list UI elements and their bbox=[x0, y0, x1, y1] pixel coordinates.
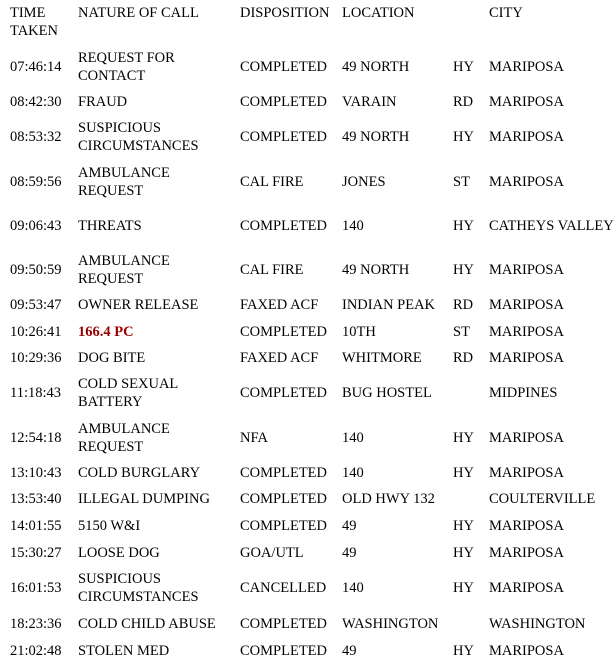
row-street-suffix: RD bbox=[453, 94, 474, 110]
row-time: 15:30:27 bbox=[10, 545, 62, 561]
row-street-suffix: HY bbox=[453, 218, 474, 234]
row-street-suffix: HY bbox=[453, 129, 474, 145]
row-location: 140 bbox=[342, 465, 364, 481]
row-time: 08:53:32 bbox=[10, 129, 62, 145]
row-time: 14:01:55 bbox=[10, 518, 62, 534]
row-city: MARIPOSA bbox=[489, 129, 564, 145]
row-time: 08:42:30 bbox=[10, 94, 62, 110]
row-street-suffix: HY bbox=[453, 643, 474, 659]
row-city: MARIPOSA bbox=[489, 350, 564, 366]
row-nature-of-call: COLD SEXUAL BATTERY bbox=[78, 376, 178, 410]
table-header-row bbox=[0, 4, 614, 42]
row-nature-of-call: AMBULANCE REQUEST bbox=[78, 421, 170, 455]
row-location: 140 bbox=[342, 430, 364, 446]
row-nature-of-call: LOOSE DOG bbox=[78, 545, 160, 561]
row-time: 13:10:43 bbox=[10, 465, 62, 481]
row-street-suffix: HY bbox=[453, 518, 474, 534]
row-street-suffix: HY bbox=[453, 262, 474, 278]
row-street-suffix: RD bbox=[453, 297, 474, 313]
header-city: CITY bbox=[489, 5, 523, 21]
row-city: MARIPOSA bbox=[489, 518, 564, 534]
row-time: 07:46:14 bbox=[10, 59, 62, 75]
row-street-suffix bbox=[453, 375, 487, 411]
row-nature-of-call: 166.4 PC bbox=[78, 324, 134, 340]
row-nature-of-call: FRAUD bbox=[78, 94, 128, 110]
row-street-suffix: ST bbox=[453, 324, 470, 340]
table-row bbox=[0, 348, 614, 368]
row-time: 12:54:18 bbox=[10, 430, 62, 446]
row-disposition: CANCELLED bbox=[240, 580, 327, 596]
row-nature-of-call: THREATS bbox=[78, 218, 142, 234]
row-location: BUG HOSTEL bbox=[342, 385, 432, 401]
table-row bbox=[0, 164, 614, 200]
row-time: 09:53:47 bbox=[10, 297, 62, 313]
row-nature-of-call: SUSPICIOUS CIRCUMSTANCES bbox=[78, 120, 199, 154]
row-location: 49 NORTH bbox=[342, 129, 410, 145]
row-disposition: CAL FIRE bbox=[240, 174, 304, 190]
row-nature-of-call: AMBULANCE REQUEST bbox=[78, 253, 170, 287]
row-street-suffix: HY bbox=[453, 580, 474, 596]
table-row bbox=[0, 92, 614, 112]
row-city: MARIPOSA bbox=[489, 324, 564, 340]
row-location: 49 bbox=[342, 545, 357, 561]
row-city: MIDPINES bbox=[489, 385, 558, 401]
row-location: WASHINGTON bbox=[342, 616, 439, 632]
header-disposition: DISPOSITION bbox=[240, 5, 330, 21]
header-nature-of-call: NATURE OF CALL bbox=[78, 5, 199, 21]
row-time: 10:29:36 bbox=[10, 350, 62, 366]
table-row bbox=[0, 322, 614, 342]
row-city: WASHINGTON bbox=[489, 616, 586, 632]
row-time: 21:02:48 bbox=[10, 643, 62, 659]
row-street-suffix: HY bbox=[453, 545, 474, 561]
row-city: MARIPOSA bbox=[489, 94, 564, 110]
row-nature-of-call: DOG BITE bbox=[78, 350, 146, 366]
table-row bbox=[0, 543, 614, 563]
row-time: 13:53:40 bbox=[10, 491, 62, 507]
row-location: OLD HWY 132 bbox=[342, 491, 435, 507]
row-location: 10TH bbox=[342, 324, 376, 340]
row-street-suffix bbox=[453, 489, 487, 509]
table-row bbox=[0, 516, 614, 536]
row-disposition: COMPLETED bbox=[240, 385, 327, 401]
row-location: 49 NORTH bbox=[342, 262, 410, 278]
row-time: 10:26:41 bbox=[10, 324, 62, 340]
row-nature-of-call: SUSPICIOUS CIRCUMSTANCES bbox=[78, 571, 199, 605]
row-city: MARIPOSA bbox=[489, 430, 564, 446]
table-row bbox=[0, 489, 614, 509]
row-time: 18:23:36 bbox=[10, 616, 62, 632]
row-location: JONES bbox=[342, 174, 386, 190]
row-city: COULTERVILLE bbox=[489, 491, 596, 507]
table-row bbox=[0, 463, 614, 483]
row-disposition: COMPLETED bbox=[240, 129, 327, 145]
row-disposition: FAXED ACF bbox=[240, 297, 319, 313]
table-row bbox=[0, 614, 614, 634]
row-city: MARIPOSA bbox=[489, 580, 564, 596]
row-city: MARIPOSA bbox=[489, 59, 564, 75]
row-street-suffix: RD bbox=[453, 350, 474, 366]
row-disposition: COMPLETED bbox=[240, 491, 327, 507]
row-nature-of-call: REQUEST FOR CONTACT bbox=[78, 50, 175, 84]
row-location: 140 bbox=[342, 580, 364, 596]
row-nature-of-call: AMBULANCE REQUEST bbox=[78, 165, 170, 199]
row-disposition: GOA/UTL bbox=[240, 545, 304, 561]
header-location: LOCATION bbox=[342, 5, 415, 21]
header-time-taken: TIME TAKEN bbox=[10, 5, 58, 39]
row-location: WHITMORE bbox=[342, 350, 422, 366]
table-row bbox=[0, 375, 614, 411]
row-street-suffix: HY bbox=[453, 430, 474, 446]
table-row bbox=[0, 570, 614, 606]
table-row bbox=[0, 208, 614, 244]
row-city: CATHEYS VALLEY bbox=[489, 218, 614, 234]
row-city: MARIPOSA bbox=[489, 545, 564, 561]
table-row bbox=[0, 295, 614, 315]
table-row bbox=[0, 252, 614, 288]
table-row bbox=[0, 49, 614, 85]
row-city: MARIPOSA bbox=[489, 465, 564, 481]
row-time: 16:01:53 bbox=[10, 580, 62, 596]
row-disposition: COMPLETED bbox=[240, 324, 327, 340]
row-street-suffix: ST bbox=[453, 174, 470, 190]
row-location: 49 bbox=[342, 643, 357, 659]
row-time: 11:18:43 bbox=[10, 385, 62, 401]
row-location: 49 bbox=[342, 518, 357, 534]
row-city: MARIPOSA bbox=[489, 262, 564, 278]
row-nature-of-call: STOLEN MED bbox=[78, 643, 170, 659]
row-disposition: NFA bbox=[240, 430, 268, 446]
row-nature-of-call: OWNER RELEASE bbox=[78, 297, 199, 313]
row-disposition: COMPLETED bbox=[240, 643, 327, 659]
row-time: 09:06:43 bbox=[10, 218, 62, 234]
row-disposition: CAL FIRE bbox=[240, 262, 304, 278]
row-disposition: COMPLETED bbox=[240, 94, 327, 110]
row-disposition: COMPLETED bbox=[240, 465, 327, 481]
row-location: INDIAN PEAK bbox=[342, 297, 436, 313]
row-disposition: COMPLETED bbox=[240, 616, 327, 632]
row-nature-of-call: COLD BURGLARY bbox=[78, 465, 201, 481]
table-row bbox=[0, 641, 614, 661]
row-disposition: COMPLETED bbox=[240, 518, 327, 534]
row-city: MARIPOSA bbox=[489, 643, 564, 659]
row-disposition: FAXED ACF bbox=[240, 350, 319, 366]
row-street-suffix: HY bbox=[453, 465, 474, 481]
row-location: 140 bbox=[342, 218, 364, 234]
row-nature-of-call: 5150 W&I bbox=[78, 518, 141, 534]
row-disposition: COMPLETED bbox=[240, 59, 327, 75]
table-row bbox=[0, 119, 614, 155]
row-street-suffix bbox=[453, 614, 487, 634]
row-location: VARAIN bbox=[342, 94, 397, 110]
row-location: 49 NORTH bbox=[342, 59, 410, 75]
row-city: MARIPOSA bbox=[489, 297, 564, 313]
row-nature-of-call: ILLEGAL DUMPING bbox=[78, 491, 210, 507]
row-disposition: COMPLETED bbox=[240, 218, 327, 234]
row-nature-of-call: COLD CHILD ABUSE bbox=[78, 616, 216, 632]
row-city: MARIPOSA bbox=[489, 174, 564, 190]
row-time: 09:50:59 bbox=[10, 262, 62, 278]
table-row bbox=[0, 420, 614, 456]
row-street-suffix: HY bbox=[453, 59, 474, 75]
row-time: 08:59:56 bbox=[10, 174, 62, 190]
